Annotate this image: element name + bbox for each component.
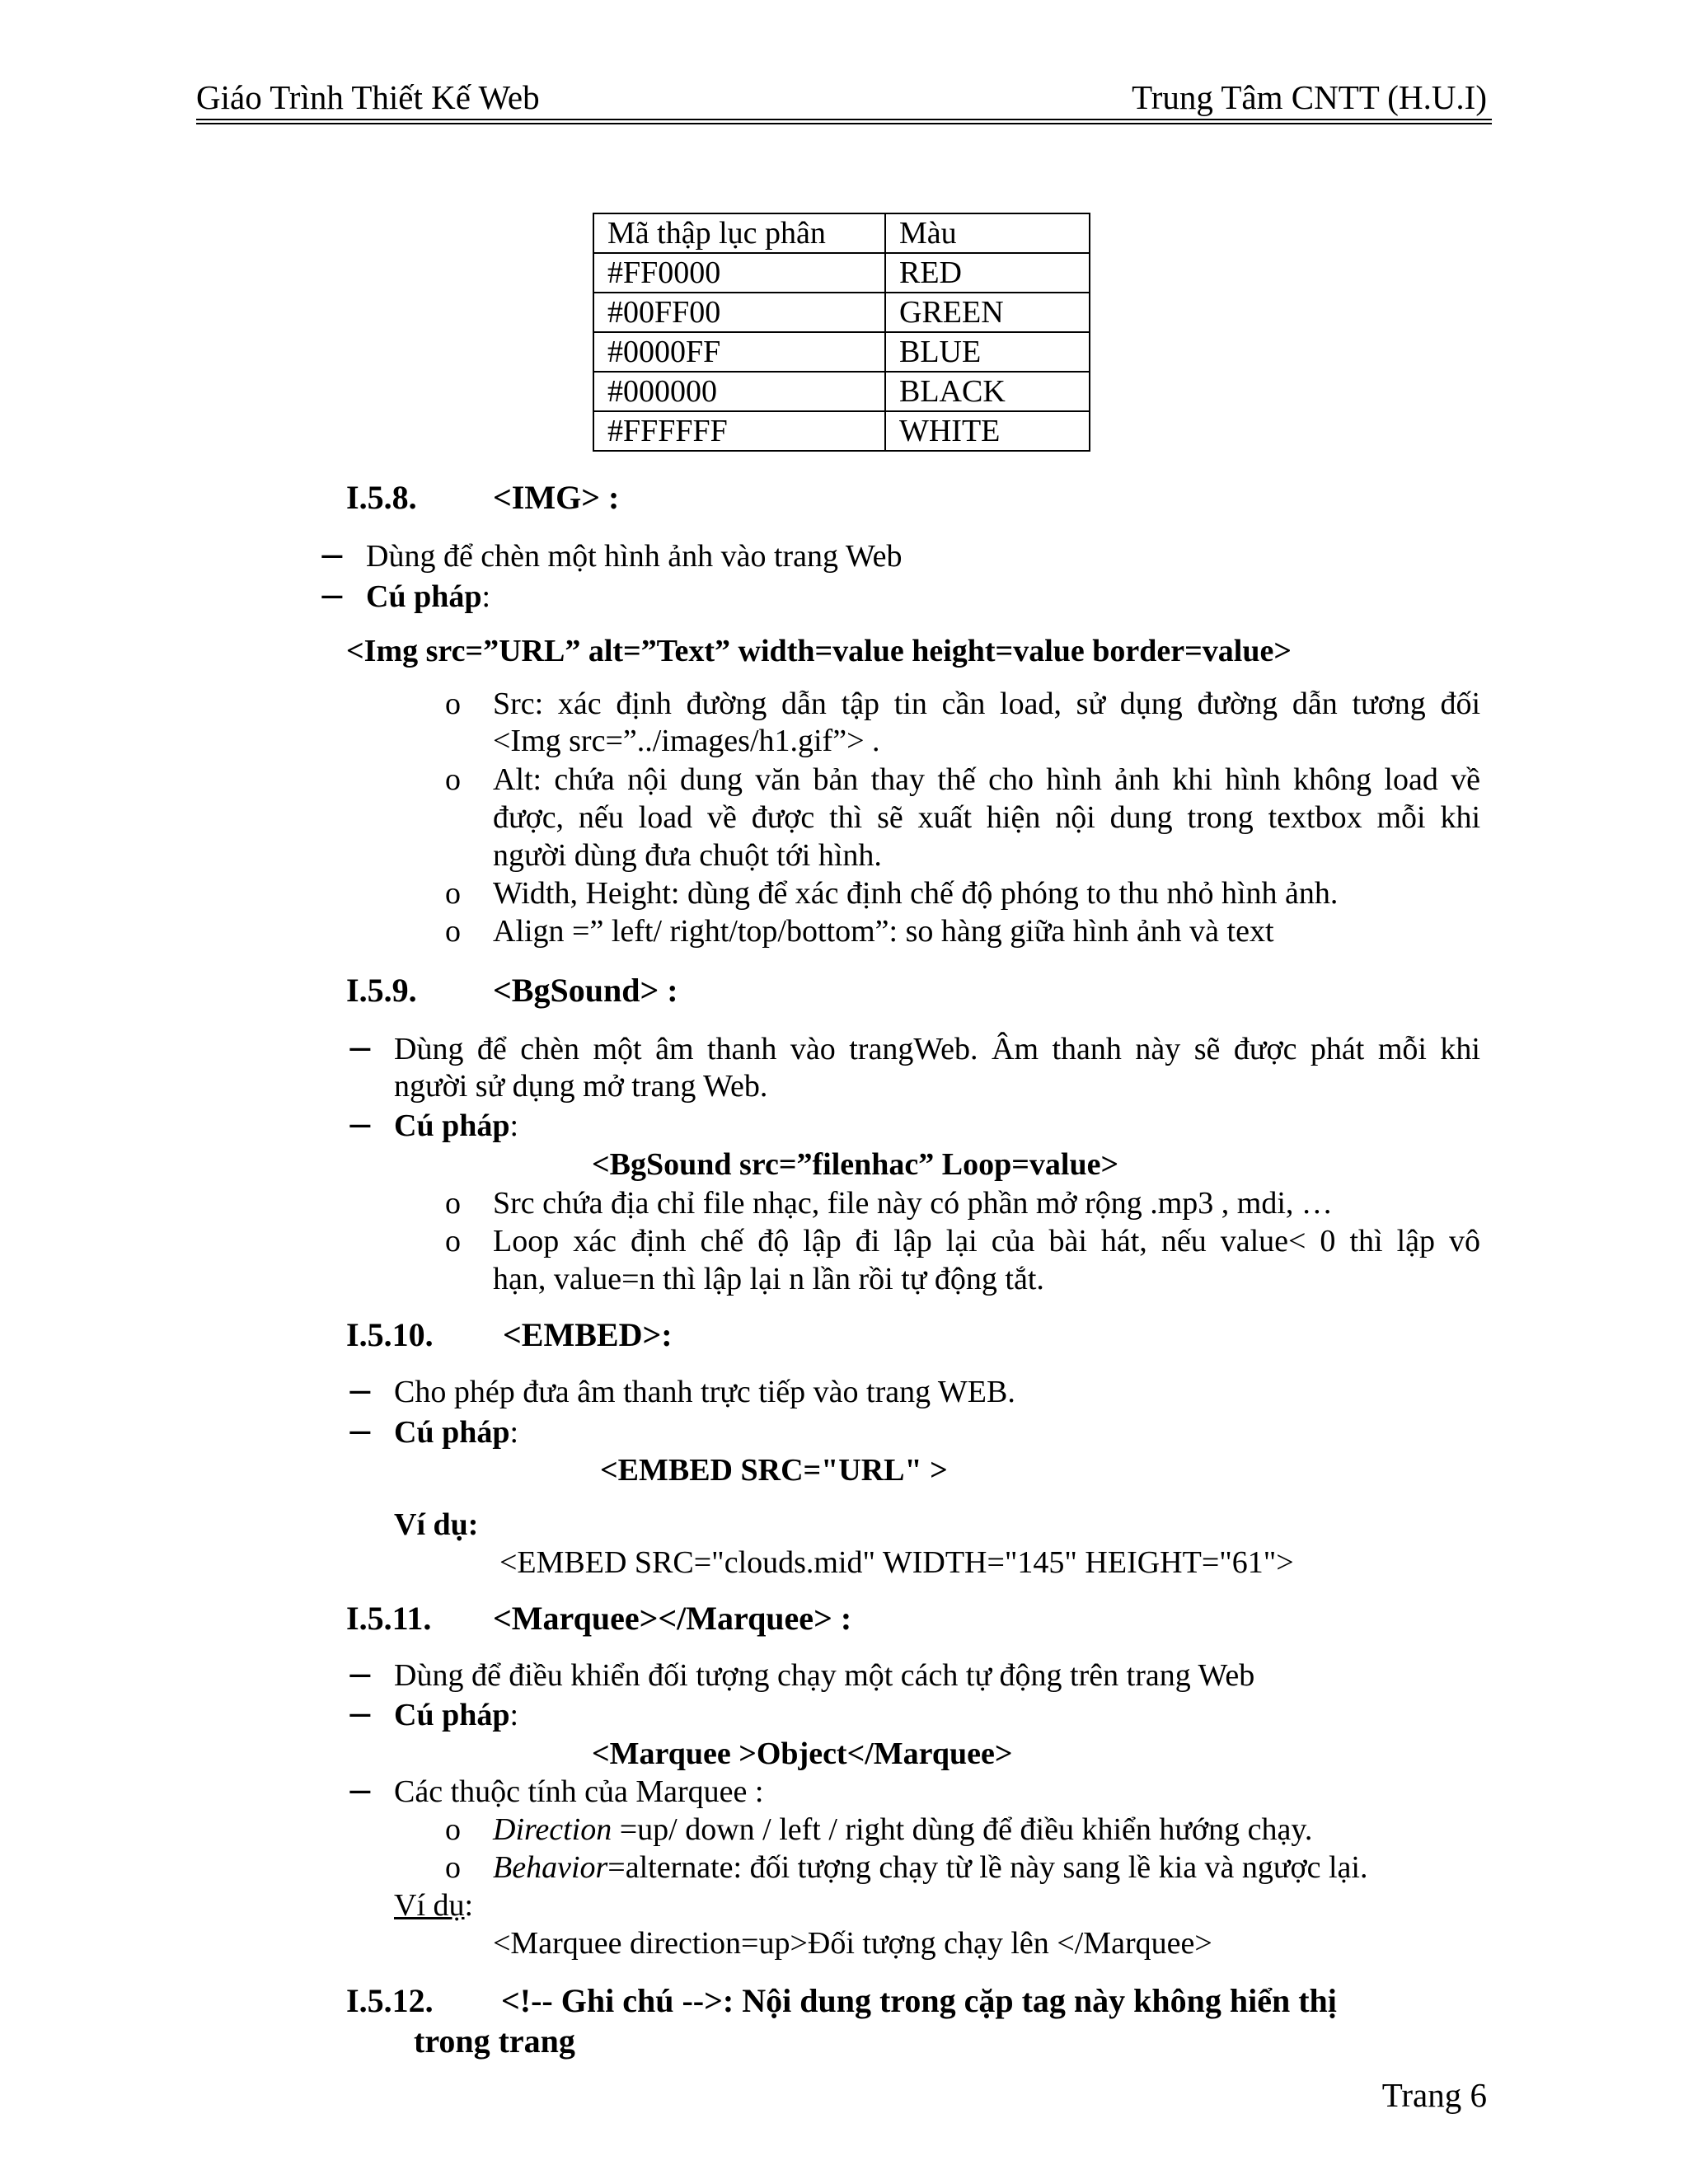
table-row xyxy=(593,411,1090,451)
dash-bullet: − xyxy=(346,1107,374,1145)
table-cell: #0000FF xyxy=(593,332,885,372)
marquee-direction: Direction =up/ down / left / right dùng để điều khiển hướng chạy. xyxy=(493,1812,1313,1847)
table-cell: WHITE xyxy=(885,411,1090,451)
marquee-behavior: Behavior=alternate: đối tượng chạy từ lề này sang lề kia và ngược lại. xyxy=(493,1850,1368,1885)
img-alt-line3: người dùng đưa chuột tới hình. xyxy=(493,838,882,873)
img-desc: Dùng để chèn một hình ảnh vào trang Web xyxy=(366,539,903,574)
dash-bullet: − xyxy=(346,1773,374,1811)
table-header-row xyxy=(593,213,1090,253)
table-cell: GREEN xyxy=(885,293,1090,332)
bgsound-syntax: <BgSound src=”filenhac” Loop=value> xyxy=(592,1147,1119,1182)
img-alt-line1: Alt: chứa nội dung văn bản thay thế cho hình ảnh khi hình không load về xyxy=(493,762,1480,797)
circle-bullet: o xyxy=(445,762,461,797)
section-number: I.5.8. xyxy=(346,479,417,516)
section-number: I.5.9. xyxy=(346,972,417,1009)
table-cell: #00FF00 xyxy=(593,293,885,332)
table-row xyxy=(593,332,1090,372)
img-src-line2: <Img src=”../images/h1.gif”> . xyxy=(493,724,880,758)
table-cell: BLACK xyxy=(885,372,1090,411)
table-row xyxy=(593,253,1090,293)
circle-bullet: o xyxy=(445,876,461,911)
bgsound-desc-line2: người sử dụng mở trang Web. xyxy=(394,1069,768,1104)
img-align: Align =” left/ right/top/bottom”: so hàng giữa hình ảnh và text xyxy=(493,914,1274,949)
section-number: I.5.12. xyxy=(346,1982,434,2019)
section-title: <IMG> : xyxy=(493,479,620,516)
embed-desc: Cho phép đưa âm thanh trực tiếp vào trang WEB. xyxy=(394,1375,1015,1409)
embed-example: <EMBED SRC="clouds.mid" WIDTH="145" HEIGHT="61"> xyxy=(499,1545,1294,1580)
syntax-label: Cú pháp: xyxy=(366,579,491,614)
section-title: <EMBED>: xyxy=(503,1316,673,1353)
dash-bullet: − xyxy=(346,1373,374,1411)
dash-bullet: − xyxy=(346,1413,374,1451)
circle-bullet: o xyxy=(445,1224,461,1258)
bgsound-loop-line2: hạn, value=n thì lập lại n lần rồi tự động tắt. xyxy=(493,1262,1044,1296)
table-cell: #FFFFFF xyxy=(593,411,885,451)
syntax-label: Cú pháp: xyxy=(394,1415,519,1450)
table-row xyxy=(593,372,1090,411)
marquee-syntax: <Marquee >Object</Marquee> xyxy=(592,1736,1013,1771)
header-rule-2 xyxy=(196,123,1492,124)
table-cell: #000000 xyxy=(593,372,885,411)
img-syntax: <Img src=”URL” alt=”Text” width=value height=value border=value> xyxy=(346,634,1292,668)
circle-bullet: o xyxy=(445,1850,461,1885)
dash-bullet: − xyxy=(346,1030,374,1068)
img-alt-line2: được, nếu load về được thì sẽ xuất hiện nội dung trong textbox mỗi khi xyxy=(493,800,1480,835)
table-cell: #FF0000 xyxy=(593,253,885,293)
dash-bullet: − xyxy=(318,537,346,575)
section-number: I.5.11. xyxy=(346,1600,432,1637)
table-header-cell: Màu xyxy=(885,213,1090,253)
section-title-continued: trong trang xyxy=(414,2022,575,2060)
section-title: <Marquee></Marquee> : xyxy=(493,1600,852,1637)
bgsound-src: Src chứa địa chỉ file nhạc, file này có phần mở rộng .mp3 , mdi, … xyxy=(493,1186,1333,1221)
table-row xyxy=(593,293,1090,332)
header-rule xyxy=(196,119,1492,120)
page-number: Trang 6 xyxy=(1381,2076,1487,2114)
color-table xyxy=(593,213,1090,452)
example-label: Ví dụ: xyxy=(394,1507,479,1542)
circle-bullet: o xyxy=(445,687,461,721)
section-title: <!-- Ghi chú -->: Nội dung trong cặp tag này không hiển thị xyxy=(501,1982,1337,2019)
bgsound-loop-line1: Loop xác định chế độ lập đi lập lại của bài hát, nếu value< 0 thì lập vô xyxy=(493,1224,1480,1258)
header-org: Trung Tâm CNTT (H.U.I) xyxy=(1132,78,1487,116)
dash-bullet: − xyxy=(346,1696,374,1734)
table-cell: RED xyxy=(885,253,1090,293)
marquee-desc: Dùng để điều khiển đối tượng chạy một cách tự động trên trang Web xyxy=(394,1658,1255,1693)
img-src-line1: Src: xác định đường dẫn tập tin cần load, sử dụng đường dẫn tương đối xyxy=(493,687,1480,721)
table-header-cell: Mã thập lục phân xyxy=(593,213,885,253)
circle-bullet: o xyxy=(445,914,461,949)
syntax-label: Cú pháp: xyxy=(394,1108,519,1143)
section-number: I.5.10. xyxy=(346,1316,434,1353)
section-title: <BgSound> : xyxy=(493,972,678,1009)
example-label: Ví dụ: xyxy=(394,1888,474,1923)
marquee-example: <Marquee direction=up>Đối tượng chạy lên </Marquee> xyxy=(493,1926,1212,1961)
dash-bullet: − xyxy=(318,578,346,616)
marquee-attrs: Các thuộc tính của Marquee : xyxy=(394,1774,764,1809)
dash-bullet: − xyxy=(346,1657,374,1694)
header-title: Giáo Trình Thiết Kế Web xyxy=(196,78,540,116)
embed-syntax: <EMBED SRC="URL" > xyxy=(600,1453,948,1488)
circle-bullet: o xyxy=(445,1186,461,1221)
table-cell: BLUE xyxy=(885,332,1090,372)
img-width-height: Width, Height: dùng để xác định chế độ phóng to thu nhỏ hình ảnh. xyxy=(493,876,1339,911)
circle-bullet: o xyxy=(445,1812,461,1847)
syntax-label: Cú pháp: xyxy=(394,1698,519,1732)
bgsound-desc-line1: Dùng để chèn một âm thanh vào trangWeb. Âm thanh này sẽ được phát mỗi khi xyxy=(394,1032,1480,1066)
